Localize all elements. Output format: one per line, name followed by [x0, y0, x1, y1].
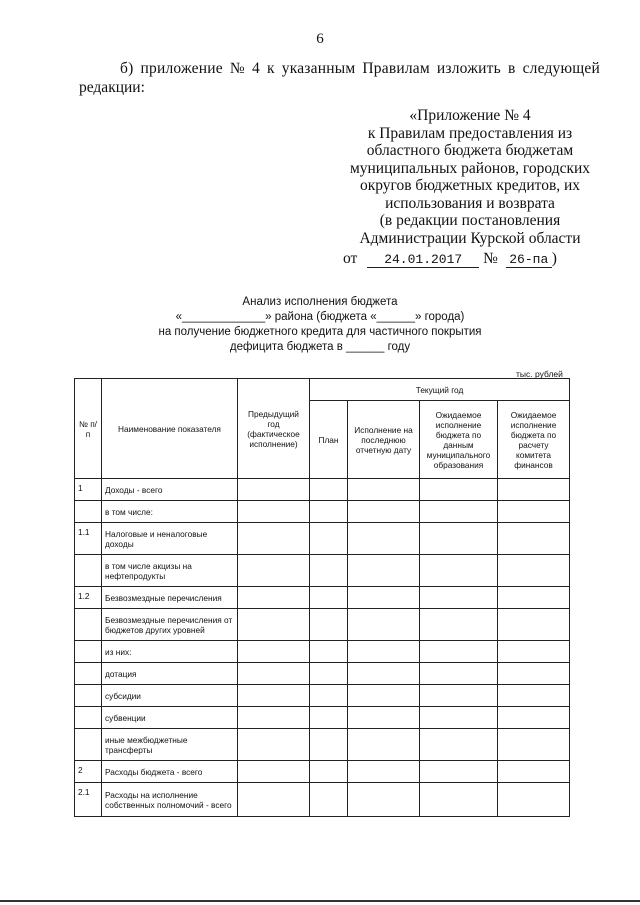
table-row [75, 663, 570, 685]
header-prev-year: Предыдущий год (фактическое исполнение) [238, 379, 310, 479]
row-number: 2.1 [75, 783, 102, 817]
empty-value-cell [238, 783, 310, 817]
appendix-line: муниципальных районов, городских [349, 159, 591, 177]
row-number [75, 609, 102, 641]
row-number [75, 685, 102, 707]
row-number: 1.2 [75, 587, 102, 609]
row-number: 1.1 [75, 523, 102, 555]
row-number [75, 729, 102, 761]
empty-value-cell [238, 609, 310, 641]
closing-parenthesis: ) [551, 250, 557, 267]
table-row [75, 685, 570, 707]
row-number [75, 641, 102, 663]
empty-value-cell [238, 761, 310, 783]
empty-value-cell [348, 523, 420, 555]
row-number [75, 555, 102, 587]
analysis-title-line: «_____________» района (бюджета «______» города) [175, 311, 465, 323]
empty-value-cell [310, 729, 348, 761]
empty-value-cell [310, 783, 348, 817]
appendix-line: к Правилам предоставления из [367, 124, 573, 142]
row-indicator-name: Безвозмездные перечисления [102, 587, 238, 609]
empty-value-cell [420, 685, 498, 707]
header-plan: План [310, 401, 348, 479]
appendix-line: Администрации Курской области [359, 229, 581, 247]
empty-value-cell [310, 523, 348, 555]
table-row [75, 641, 570, 663]
empty-value-cell [498, 783, 570, 817]
resolution-date: 24.01.2017 [367, 253, 479, 268]
empty-value-cell [498, 501, 570, 523]
resolution-date-row [343, 250, 557, 268]
empty-value-cell [498, 555, 570, 587]
row-indicator-name: Доходы - всего [102, 479, 238, 501]
empty-value-cell [348, 609, 420, 641]
table-row [75, 761, 570, 783]
table-row [75, 729, 570, 761]
row-number [75, 707, 102, 729]
table-row [75, 555, 570, 587]
empty-value-cell [498, 761, 570, 783]
table-row [75, 501, 570, 523]
header-name: Наименование показателя [102, 379, 238, 479]
header-expected-municipal: Ожидаемое исполнение бюджета по данным муниципального образования [420, 401, 498, 479]
row-indicator-name: иные межбюджетные трансферты [102, 729, 238, 761]
row-number: 2 [75, 761, 102, 783]
budget-analysis-table [74, 378, 570, 817]
row-indicator-name: дотация [102, 663, 238, 685]
empty-value-cell [420, 587, 498, 609]
header-expected-committee: Ожидаемое исполнение бюджета по расчету комитета финансов [498, 401, 570, 479]
empty-value-cell [310, 707, 348, 729]
empty-value-cell [238, 663, 310, 685]
table-row [75, 587, 570, 609]
row-indicator-name: в том числе акцизы на нефтепродукты [102, 555, 238, 587]
row-indicator-name: Расходы бюджета - всего [102, 761, 238, 783]
empty-value-cell [420, 609, 498, 641]
empty-value-cell [498, 479, 570, 501]
empty-value-cell [498, 707, 570, 729]
empty-value-cell [238, 587, 310, 609]
table-row [75, 783, 570, 817]
row-number: 1 [75, 479, 102, 501]
empty-value-cell [348, 783, 420, 817]
row-indicator-name: Налоговые и неналоговые доходы [102, 523, 238, 555]
empty-value-cell [498, 609, 570, 641]
empty-value-cell [498, 641, 570, 663]
table-row [75, 523, 570, 555]
empty-value-cell [348, 479, 420, 501]
appendix-heading [320, 107, 620, 247]
row-number [75, 501, 102, 523]
appendix-line: использования и возврата [385, 194, 555, 212]
empty-value-cell [420, 523, 498, 555]
analysis-title-line: Анализ исполнения бюджета [242, 296, 398, 308]
empty-value-cell [498, 587, 570, 609]
intro-text-line-2: редакции: [79, 79, 145, 96]
date-prefix: от [343, 250, 358, 267]
empty-value-cell [310, 663, 348, 685]
intro-text-line-1: б) приложение № 4 к указанным Правилам изложить в следующей [120, 60, 600, 77]
appendix-line: областного бюджета бюджетам [366, 142, 574, 159]
empty-value-cell [420, 761, 498, 783]
table-row [75, 707, 570, 729]
empty-value-cell [348, 641, 420, 663]
empty-value-cell [498, 729, 570, 761]
empty-value-cell [348, 555, 420, 587]
empty-value-cell [420, 663, 498, 685]
empty-value-cell [310, 479, 348, 501]
empty-value-cell [348, 501, 420, 523]
analysis-title-line: дефицита бюджета в ______ году [229, 341, 411, 353]
empty-value-cell [420, 729, 498, 761]
empty-value-cell [238, 641, 310, 663]
row-indicator-name: субсидии [102, 685, 238, 707]
empty-value-cell [348, 707, 420, 729]
empty-value-cell [420, 555, 498, 587]
resolution-number: 26-па [506, 253, 552, 268]
appendix-line: «Приложение № 4 [409, 107, 531, 124]
empty-value-cell [420, 783, 498, 817]
empty-value-cell [238, 555, 310, 587]
row-indicator-name: субвенции [102, 707, 238, 729]
empty-value-cell [310, 501, 348, 523]
analysis-title [100, 295, 540, 355]
empty-value-cell [238, 729, 310, 761]
units-label: тыс. рублей [516, 369, 563, 379]
header-execution: Исполнение на последнюю отчетную дату [348, 401, 420, 479]
empty-value-cell [348, 729, 420, 761]
empty-value-cell [348, 587, 420, 609]
empty-value-cell [348, 761, 420, 783]
empty-value-cell [238, 707, 310, 729]
empty-value-cell [348, 685, 420, 707]
table-row [75, 479, 570, 501]
empty-value-cell [310, 555, 348, 587]
appendix-line: округов бюджетных кредитов, их [359, 177, 581, 194]
header-current-year: Текущий год [310, 379, 570, 401]
page-number: 6 [316, 31, 324, 47]
empty-value-cell [238, 479, 310, 501]
empty-value-cell [310, 587, 348, 609]
empty-value-cell [238, 685, 310, 707]
empty-value-cell [420, 707, 498, 729]
row-indicator-name: из них: [102, 641, 238, 663]
empty-value-cell [310, 761, 348, 783]
empty-value-cell [238, 501, 310, 523]
analysis-title-line: на получение бюджетного кредита для частичного покрытия [158, 326, 482, 338]
row-indicator-name: в том числе: [102, 501, 238, 523]
row-indicator-name: Расходы на исполнение собственных полномочий - всего [102, 783, 238, 817]
empty-value-cell [498, 663, 570, 685]
empty-value-cell [498, 523, 570, 555]
number-label: № [483, 250, 498, 267]
row-indicator-name: Безвозмездные перечисления от бюджетов других уровней [102, 609, 238, 641]
empty-value-cell [310, 609, 348, 641]
empty-value-cell [420, 641, 498, 663]
empty-value-cell [420, 479, 498, 501]
empty-value-cell [238, 523, 310, 555]
empty-value-cell [498, 685, 570, 707]
appendix-line: (в редакции постановления [379, 212, 561, 229]
row-number [75, 663, 102, 685]
table-row [75, 609, 570, 641]
header-num: № п/п [75, 379, 102, 479]
empty-value-cell [310, 641, 348, 663]
empty-value-cell [310, 685, 348, 707]
page-bottom-edge [0, 900, 640, 902]
empty-value-cell [420, 501, 498, 523]
empty-value-cell [348, 663, 420, 685]
